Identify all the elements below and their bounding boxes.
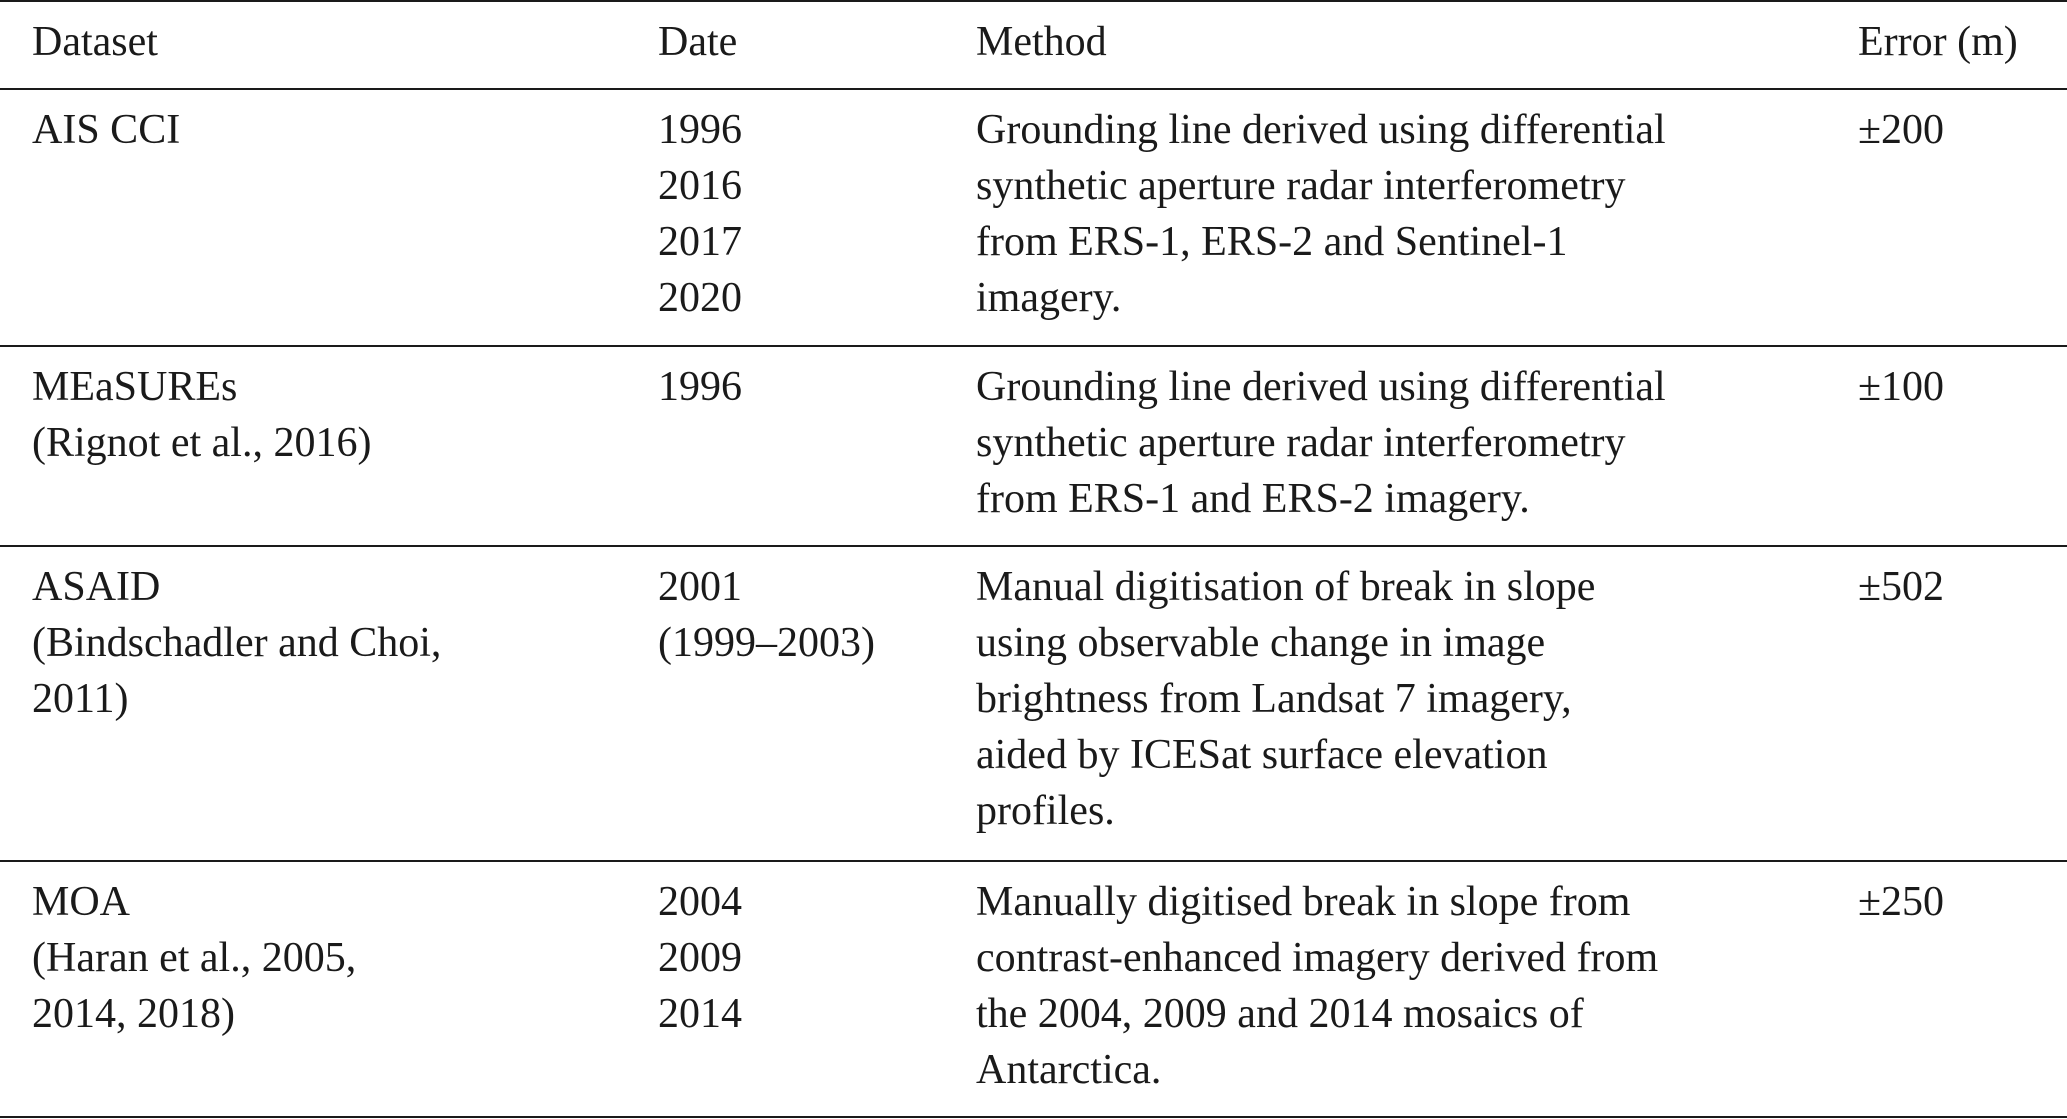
header-rule <box>0 88 2067 90</box>
header-method: Method <box>976 19 1107 65</box>
row-measures-date: 1996 <box>658 364 742 410</box>
header-error: Error (m) <box>1858 19 2018 65</box>
row-measures-error: ±100 <box>1858 364 1945 410</box>
row-ais-cci-dataset: AIS CCI <box>32 107 181 153</box>
row-asaid-error: ±502 <box>1858 564 1945 610</box>
row-moa-date: 2004 2009 2014 <box>658 879 742 1037</box>
header-dataset: Dataset <box>32 19 158 65</box>
row-separator <box>0 345 2067 347</box>
row-ais-cci-date: 1996 2016 2017 2020 <box>658 107 742 321</box>
row-separator <box>0 860 2067 862</box>
row-separator <box>0 545 2067 547</box>
row-asaid-dataset: ASAID (Bindschadler and Choi, 2011) <box>32 564 442 722</box>
row-asaid-method: Manual digitisation of break in slope using observable change in image brightness from Landsat 7 imagery, aided by ICESat surface elevation profiles. <box>976 564 1596 834</box>
row-measures-method: Grounding line derived using differential synthetic aperture radar interferometry from ERS-1 and ERS-2 imagery. <box>976 364 1666 522</box>
row-moa-error: ±250 <box>1858 879 1945 925</box>
row-ais-cci-error: ±200 <box>1858 107 1945 153</box>
table-top-rule <box>0 0 2067 2</box>
row-ais-cci-method: Grounding line derived using differential synthetic aperture radar interferometry from ERS-1, ERS-2 and Sentinel-1 imagery. <box>976 107 1666 321</box>
row-asaid-date: 2001 (1999–2003) <box>658 564 875 666</box>
row-moa-dataset: MOA (Haran et al., 2005, 2014, 2018) <box>32 879 357 1037</box>
table-bottom-rule <box>0 1116 2067 1118</box>
row-measures-dataset: MEaSUREs (Rignot et al., 2016) <box>32 364 372 466</box>
row-moa-method: Manually digitised break in slope from contrast-enhanced imagery derived from the 2004, 2009 and 2014 mosaics of Antarctica. <box>976 879 1659 1093</box>
header-date: Date <box>658 19 738 65</box>
